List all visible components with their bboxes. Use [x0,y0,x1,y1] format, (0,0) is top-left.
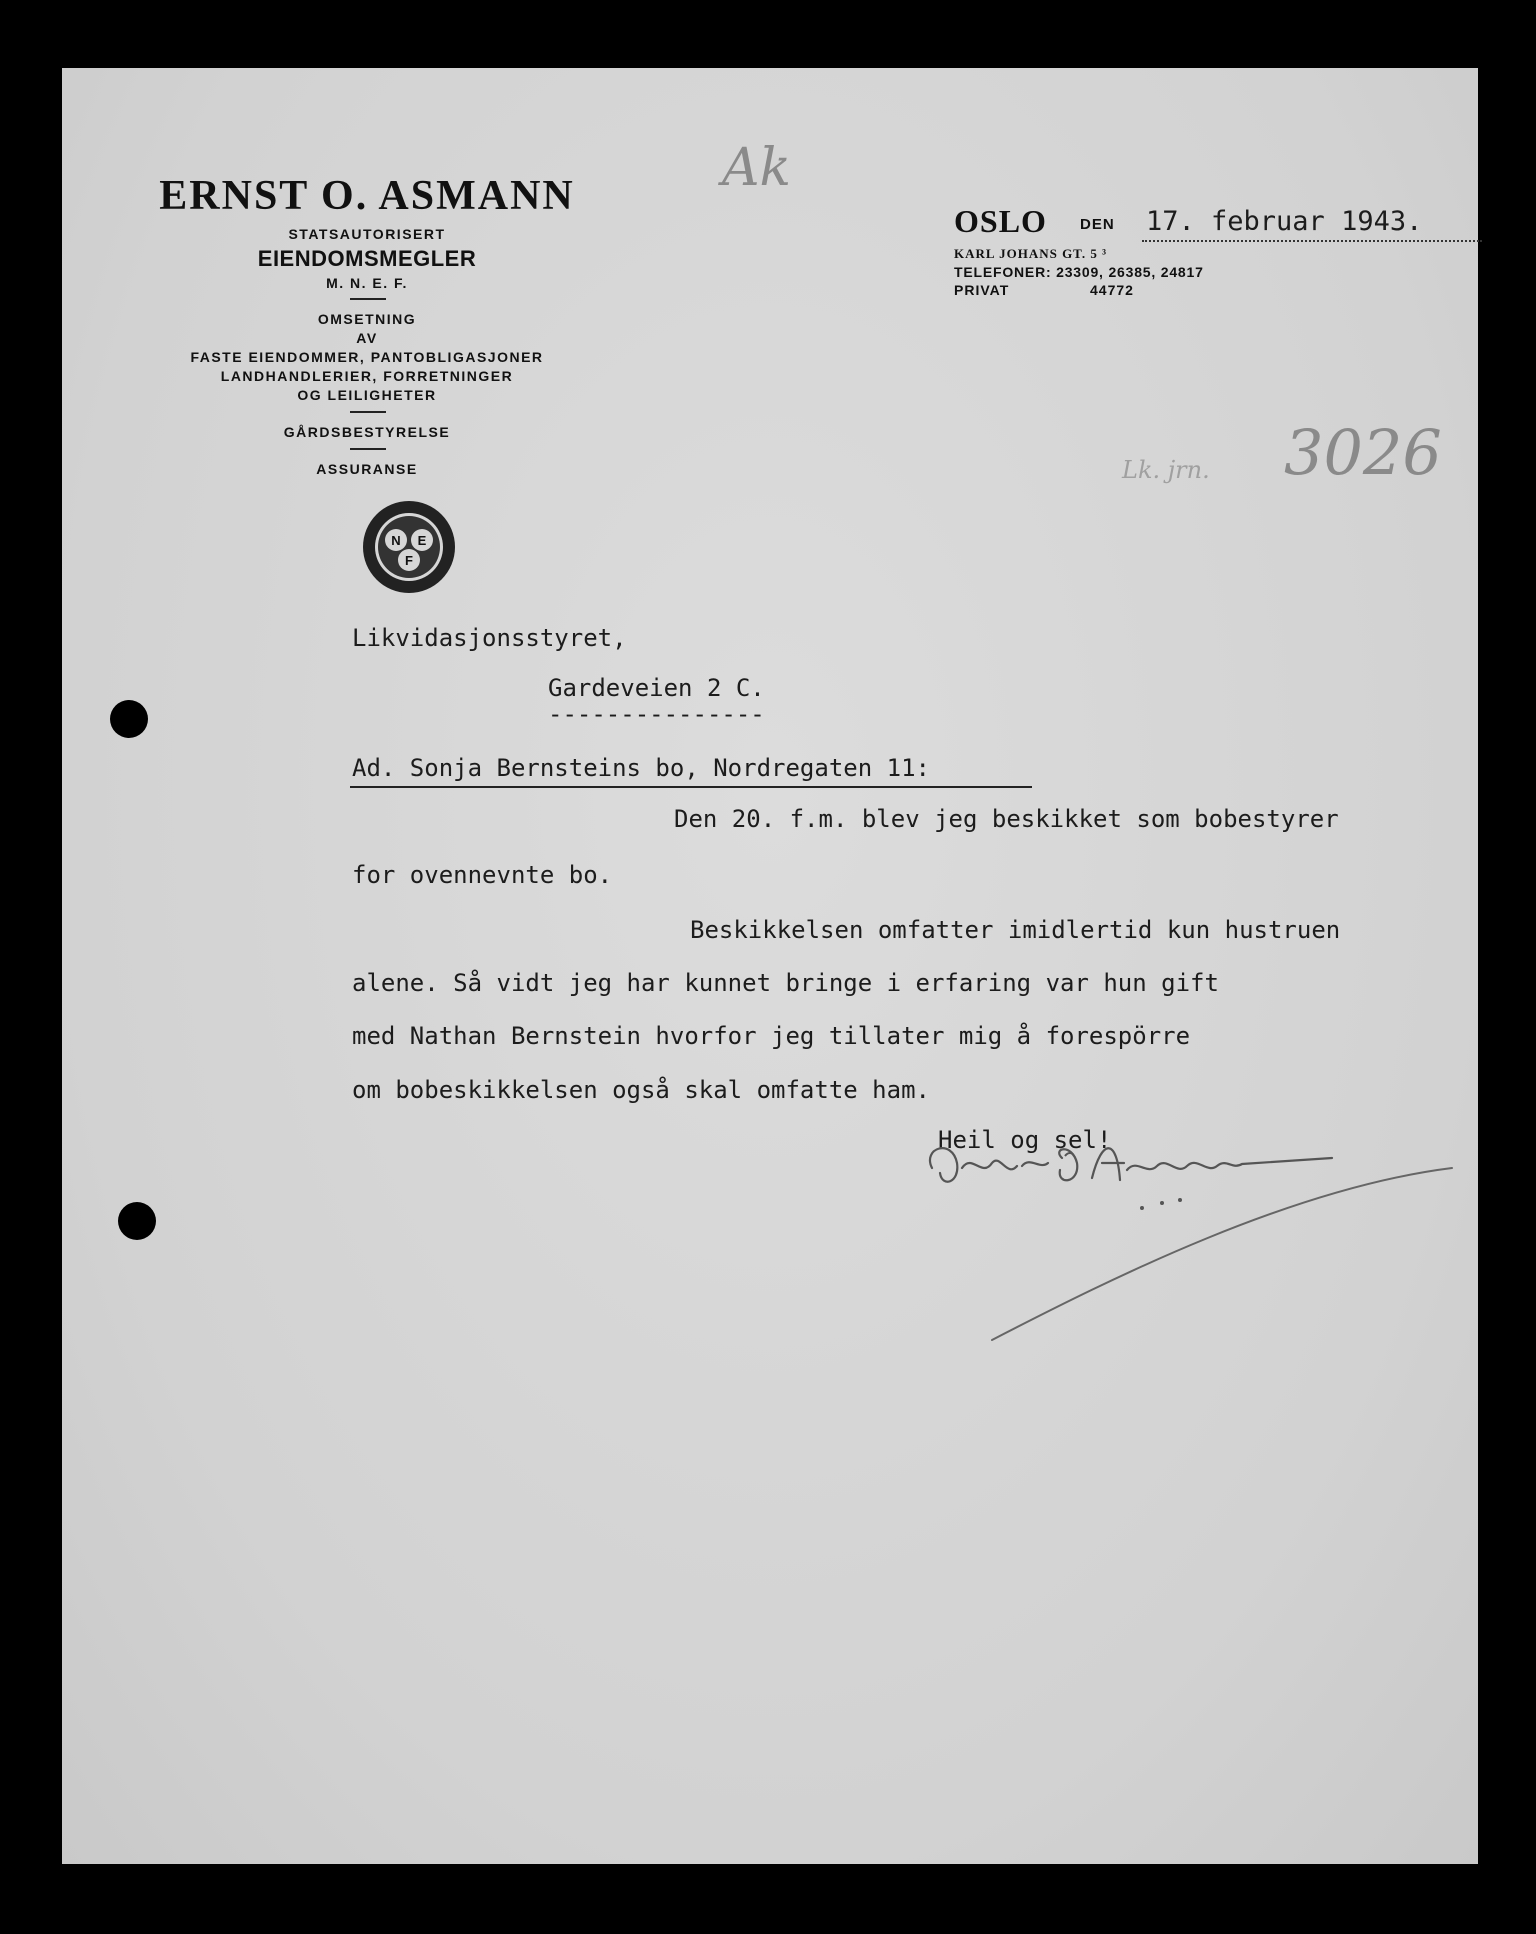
closing-greeting: Heil og sel! [938,1126,1112,1154]
service-insurance: ASSURANSE [316,461,418,477]
svg-text:F: F [405,553,413,568]
top-initials: Ak [722,138,792,198]
service-line-3: FASTE EIENDOMMER, PANTOBLIGASJONER [190,349,544,365]
svg-text:E: E [417,533,427,548]
recipient-name: Likvidasjonsstyret, [352,624,627,652]
subject-line: Ad. Sonja Bernsteins bo, Nordregaten 11: [352,754,930,782]
letter-page [62,68,1478,1864]
body-line-5: med Nathan Bernstein hvorfor jeg tillater mig å forespörre [352,1022,1191,1050]
street-address: KARL JOHANS GT. 5 ³ [954,246,1108,261]
association-abbr: M. N. E. F. [326,275,408,291]
recipient-underline: --------------- [548,700,765,728]
letter-date: 17. februar 1943. [1146,206,1423,237]
service-line-4: LANDHANDLERIER, FORRETNINGER [220,368,514,384]
service-line-2: AV [356,330,378,346]
phone-numbers: TELEFONER: 23309, 26385, 24817 [954,264,1204,280]
service-management: GÅRDSBESTYRELSE [283,424,451,440]
body-line-3: Beskikkelsen omfatter imidlertid kun hustruen [690,916,1341,944]
divider [350,448,386,450]
den-label: DEN [1080,216,1115,233]
journal-label: Lk. jrn. [1122,456,1210,484]
body-line-1: Den 20. f.m. blev jeg beskikket som bobestyrer [674,805,1339,833]
divider [350,298,386,300]
handwritten-signature [912,1108,1472,1368]
punch-hole [110,700,148,738]
body-line-2: for ovennevnte bo. [352,861,613,889]
body-line-4: alene. Så vidt jeg har kunnet bringe i erfaring var hun gift [352,969,1219,997]
nef-seal-icon [360,498,458,596]
subject-underline [350,786,1032,788]
recipient-address: Gardeveien 2 C. [548,674,765,702]
private-label: PRIVAT [954,282,1010,298]
profession-title: EIENDOMSMEGLER [257,246,477,271]
punch-hole [118,1202,156,1240]
journal-number: 3026 [1284,416,1442,489]
company-name: ERNST O. ASMANN [159,173,575,219]
private-number: 44772 [1090,282,1134,298]
divider [350,411,386,413]
body-line-6: om bobeskikkelsen også skal omfatte ham. [352,1076,930,1104]
service-line-5: OG LEILIGHETER [297,387,437,403]
svg-text:N: N [391,533,401,548]
date-dotted-line [1142,240,1482,242]
service-line-1: OMSETNING [317,311,417,327]
city-name: OSLO [954,203,1047,239]
authorized-label: STATSAUTORISERT [288,226,446,242]
